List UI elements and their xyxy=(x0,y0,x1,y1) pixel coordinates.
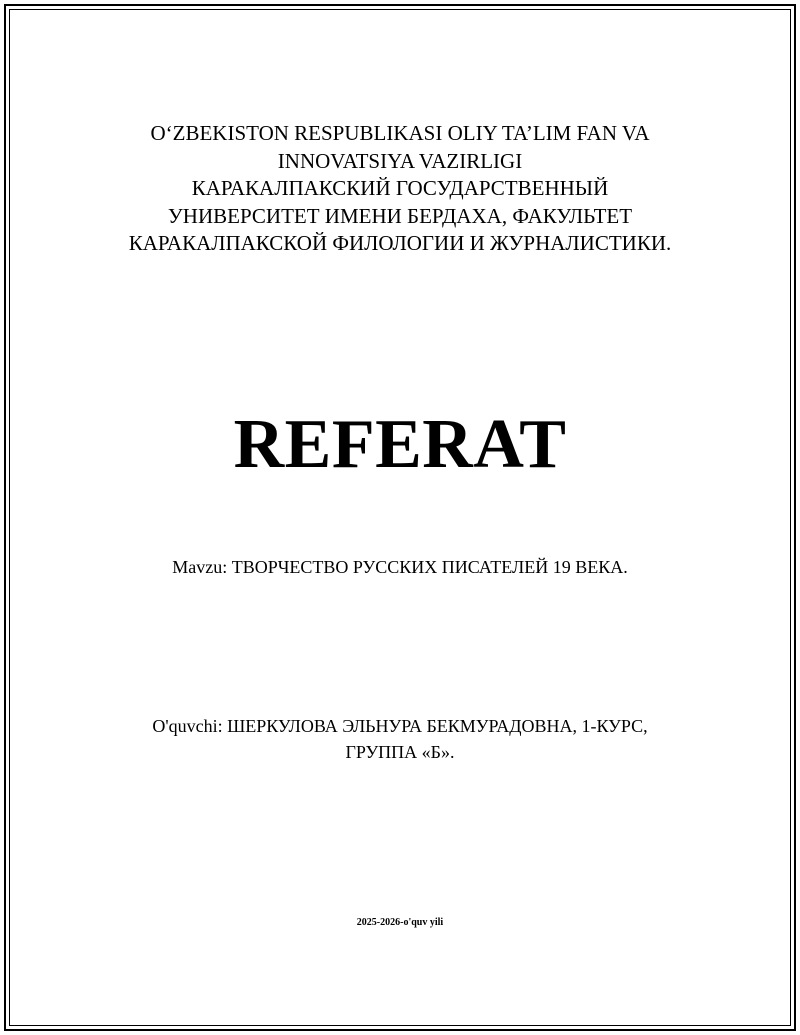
header-line: КАРАКАЛПАКСКИЙ ГОСУДАРСТВЕННЫЙ xyxy=(191,176,609,200)
header-line: КАРАКАЛПАКСКОЙ ФИЛОЛОГИИ И ЖУРНАЛИСТИКИ. xyxy=(128,231,672,255)
student-line: ГРУППА «Б». xyxy=(345,742,455,762)
academic-year: 2025-2026-o'quv yili xyxy=(356,917,444,928)
student-info xyxy=(60,713,740,765)
header-line: INNOVATSIYA VAZIRLIGI xyxy=(277,148,523,173)
topic-line: Mavzu: ТВОРЧЕСТВО РУССКИХ ПИСАТЕЛЕЙ 19 ВЕКА. xyxy=(172,557,628,577)
ministry-university-header xyxy=(60,120,740,258)
header-line: O‘ZBEKISTON RESPUBLIKASI OLIY TA’LIM FAN VA xyxy=(150,121,650,145)
document-title: REFERAT xyxy=(233,406,567,483)
student-line: O'quvchi: ШЕРКУЛОВА ЭЛЬНУРА БЕКМУРАДОВНА, 1-КУРС, xyxy=(152,716,648,736)
header-line: УНИВЕРСИТЕТ ИМЕНИ БЕРДАХА, ФАКУЛЬТЕТ xyxy=(167,203,633,228)
